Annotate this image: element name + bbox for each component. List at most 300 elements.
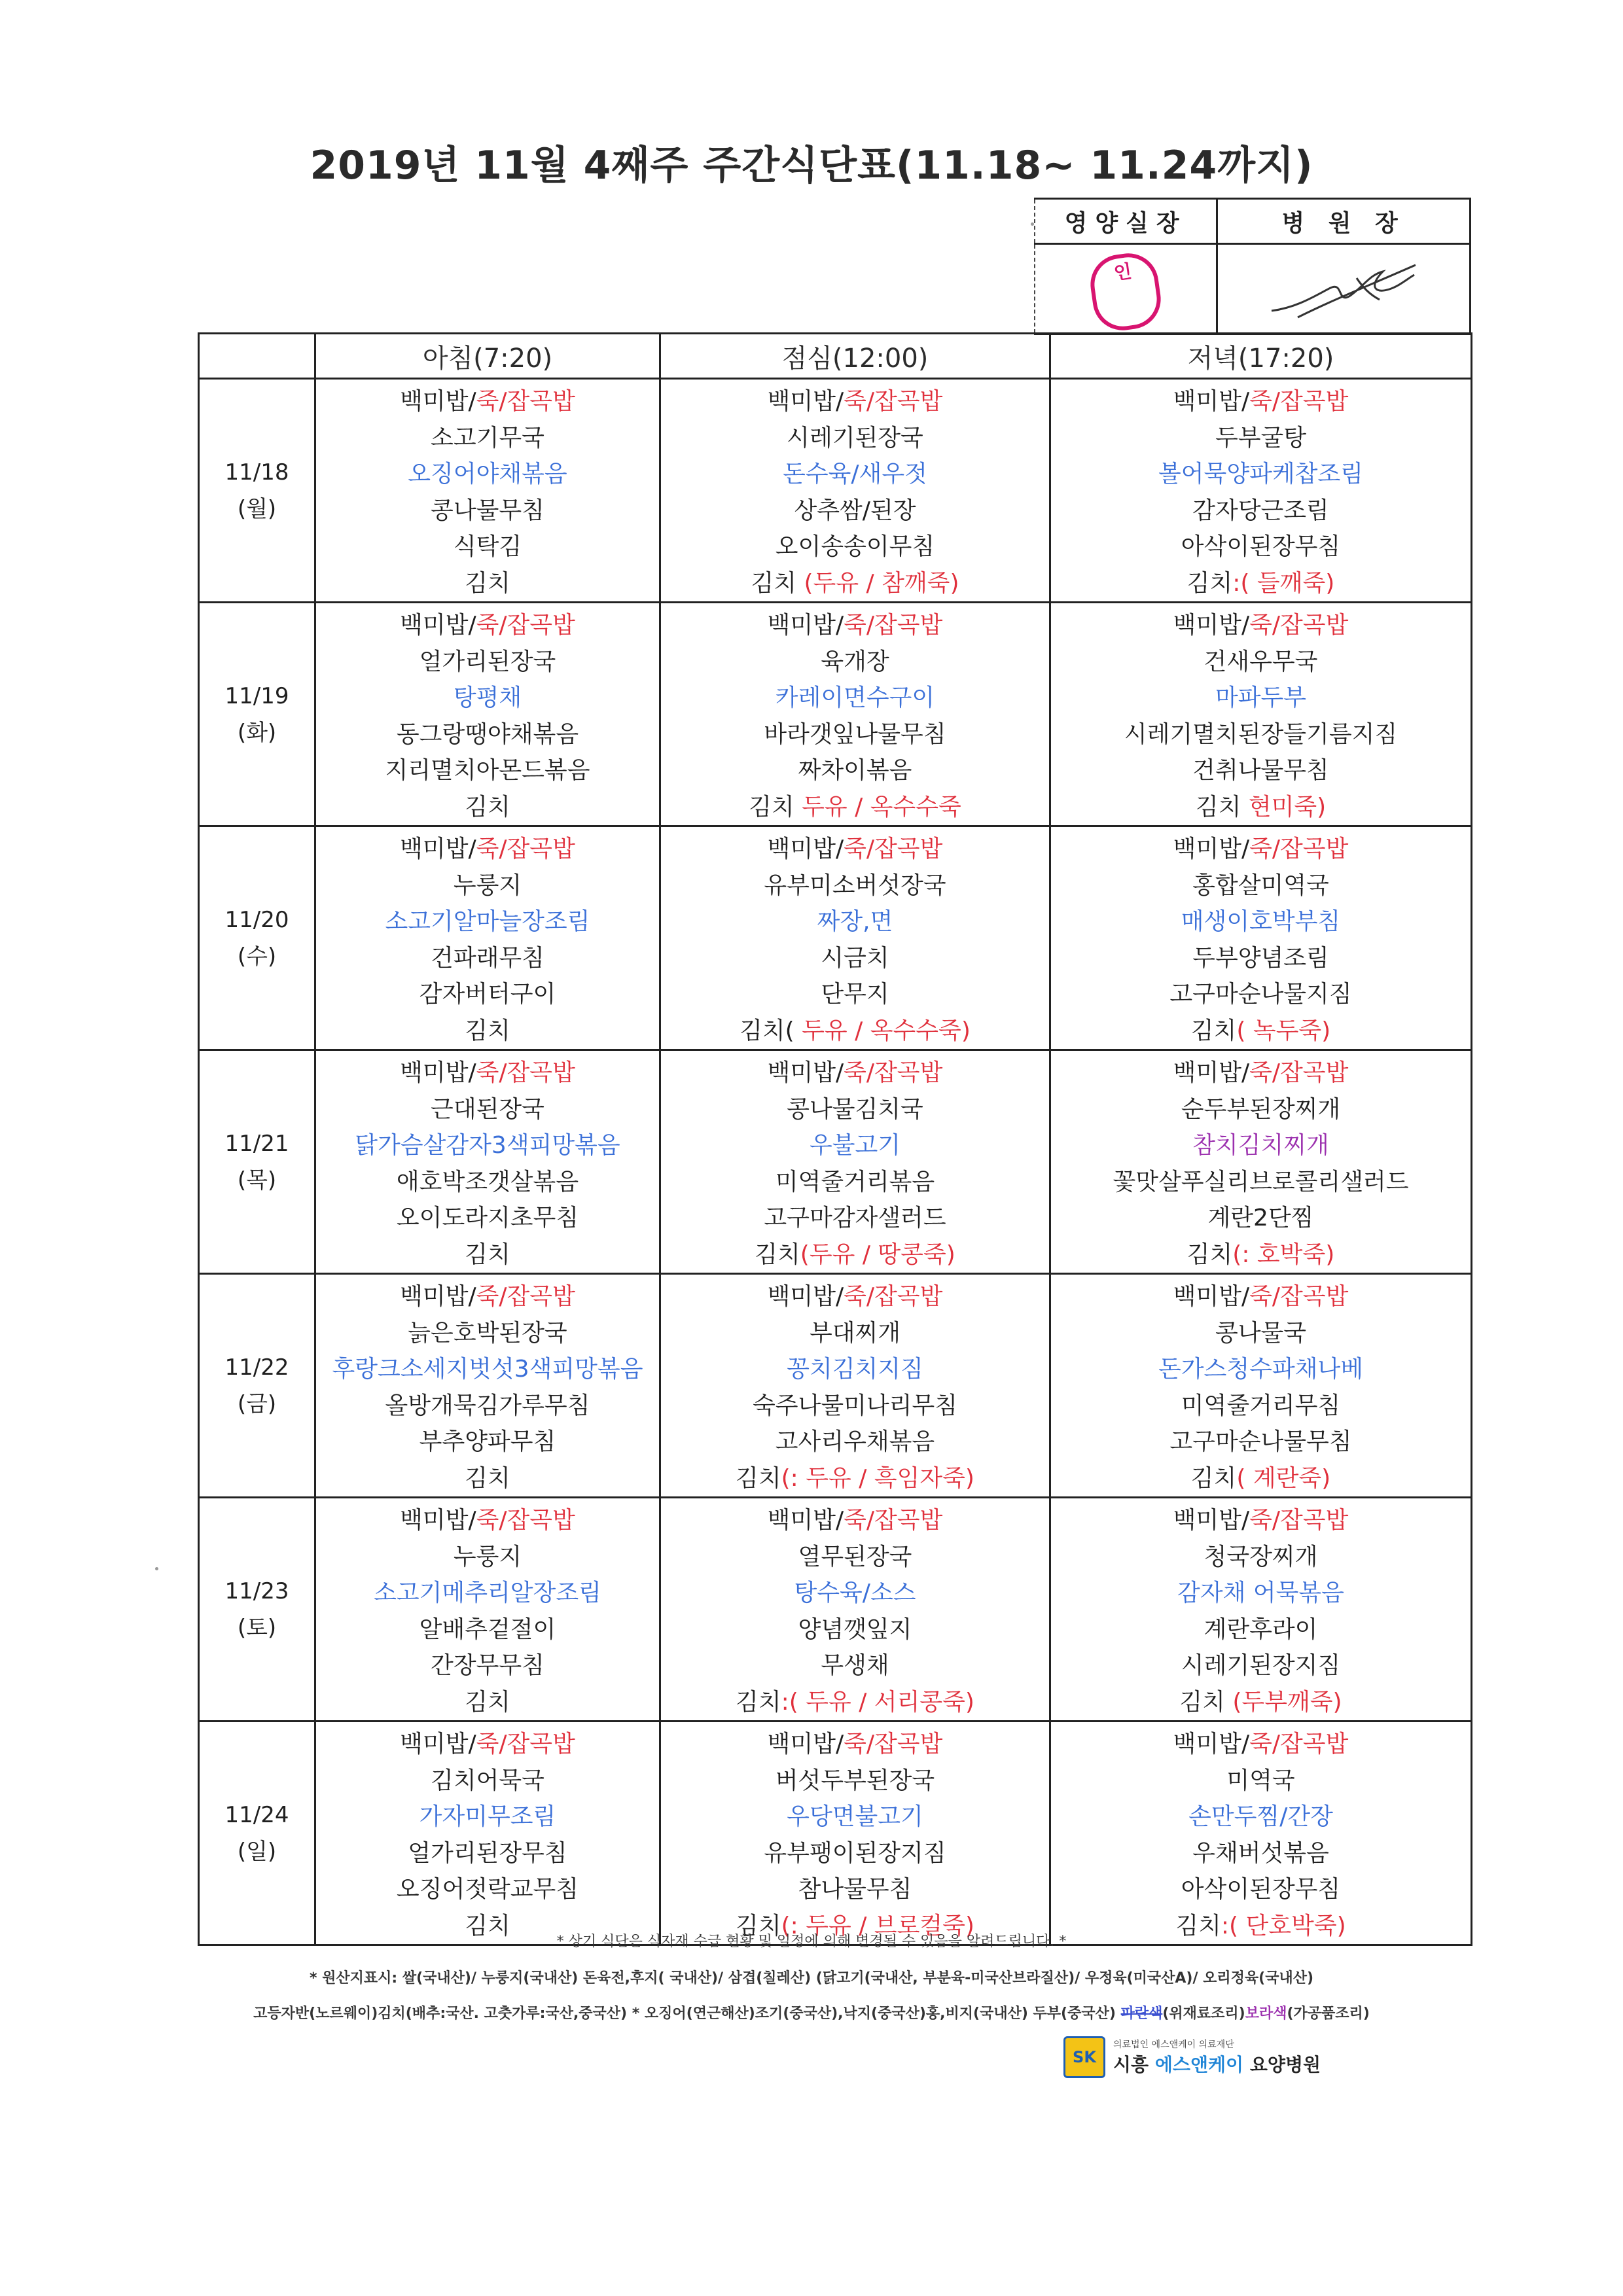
- dinner-items: [1051, 827, 1471, 1049]
- menu-item-text: 김치: [1190, 1017, 1237, 1044]
- menu-item: [316, 904, 659, 940]
- menu-item: [1051, 680, 1471, 716]
- menu-item-text: 백미밥/: [1173, 1059, 1250, 1086]
- menu-item: [316, 607, 659, 644]
- menu-item-text: 올방개묵김가루무침: [385, 1392, 590, 1419]
- day-cell: [199, 1722, 315, 1945]
- menu-item: [661, 1164, 1049, 1201]
- menu-item-text: 백미밥/: [400, 1507, 476, 1534]
- menu-item: [1051, 1648, 1471, 1684]
- menu-item-text: 무생채: [821, 1652, 889, 1679]
- breakfast-cell: [315, 603, 660, 826]
- menu-item-text: 김치: [465, 1241, 510, 1268]
- menu-item: [661, 1648, 1049, 1684]
- menu-item-text: 김치: [1175, 1912, 1221, 1939]
- day-row: [199, 1050, 1472, 1274]
- menu-item-text: 돈가스청수파채나베: [1158, 1356, 1363, 1383]
- menu-item-text: 현미죽): [1248, 793, 1327, 821]
- menu-item: [661, 1315, 1049, 1352]
- day-weekday: (수): [237, 943, 277, 970]
- breakfast-cell: [315, 826, 660, 1050]
- menu-item: [316, 789, 659, 826]
- menu-item-text: 죽/잡곡밥: [844, 1507, 943, 1534]
- menu-item-text: 소고기메추리알장조림: [374, 1580, 601, 1606]
- menu-item: [661, 1055, 1049, 1091]
- logo-name-rest: 요양병원: [1249, 2054, 1321, 2075]
- origin-label-line-2: [170, 2002, 1453, 2022]
- menu-item-text: 김치: [1195, 793, 1249, 821]
- menu-item-text: 콩나물김치국: [787, 1095, 923, 1123]
- menu-item: [1051, 383, 1471, 420]
- menu-item: [661, 607, 1049, 644]
- menu-item-text: 두부양념조림: [1192, 944, 1329, 972]
- menu-item-text: 육개장: [821, 648, 889, 675]
- day-weekday: (금): [237, 1390, 277, 1417]
- day-date: 11/18: [224, 459, 289, 486]
- lunch-items: [661, 1051, 1049, 1273]
- menu-item: [661, 1237, 1049, 1273]
- menu-item: [1051, 1539, 1471, 1576]
- menu-item: [661, 1871, 1049, 1908]
- menu-item-text: 시레기된장지짐: [1181, 1652, 1341, 1679]
- menu-item-text: (: 두유 / 브로컬죽): [781, 1912, 974, 1939]
- menu-item: [1051, 1424, 1471, 1460]
- menu-item: [1051, 420, 1471, 457]
- corner-cell: [199, 334, 315, 379]
- lunch-items: [661, 603, 1049, 825]
- signature-image: [1258, 249, 1429, 327]
- menu-item: [661, 1726, 1049, 1763]
- menu-item: [1051, 1575, 1471, 1612]
- menu-item: [661, 1612, 1049, 1648]
- menu-item-text: 고구마순나물무침: [1169, 1428, 1352, 1455]
- day-cell: [199, 1498, 315, 1722]
- menu-item: [1051, 1055, 1471, 1091]
- menu-item-text: 죽/잡곡밥: [476, 1507, 575, 1534]
- menu-item: [661, 752, 1049, 789]
- day-row: [199, 826, 1472, 1050]
- lunch-cell: [660, 1722, 1050, 1945]
- change-notice: * 상기 식단은 식자재 수급 현황 및 일정에 의해 변경될 수 있음을 알려드립니다. *: [556, 1934, 1067, 1950]
- menu-item-text: 짜장,면: [817, 908, 893, 935]
- menu-item: [661, 1684, 1049, 1721]
- menu-item-text: ( 녹두죽): [1236, 1017, 1331, 1044]
- page-title: 2019년 11월 4째주 주간식단표(11.18~ 11.24까지): [310, 143, 1313, 188]
- menu-item: [316, 456, 659, 493]
- day-row: [199, 1722, 1472, 1945]
- menu-item: [316, 1200, 659, 1237]
- menu-item: [661, 493, 1049, 529]
- menu-item-text: 김치: [751, 569, 804, 597]
- lunch-items: [661, 827, 1049, 1049]
- menu-item-text: 김치: [736, 1688, 781, 1716]
- dinner-items: [1051, 380, 1471, 601]
- day-cell: [199, 826, 315, 1050]
- menu-item-text: 김치: [465, 569, 510, 597]
- menu-item-text: 아삭이된장무침: [1181, 1876, 1341, 1903]
- menu-item-text: 마파두부: [1215, 684, 1307, 711]
- menu-item: [661, 456, 1049, 493]
- menu-item-text: 홍합살미역국: [1192, 872, 1329, 899]
- menu-item-text: 두유 / 옥수수죽): [802, 1017, 971, 1044]
- menu-item-text: 오이도라지초무침: [396, 1205, 579, 1231]
- day-cell: [199, 603, 315, 826]
- dinner-cell: [1050, 1722, 1472, 1945]
- menu-item: [316, 529, 659, 565]
- header-dinner: 저녁(17:20): [1050, 334, 1472, 379]
- menu-item-text: 청국장찌개: [1204, 1543, 1318, 1570]
- menu-item-text: 백미밥/: [400, 388, 476, 415]
- menu-item-text: 계란2단찜: [1207, 1205, 1314, 1231]
- menu-item-text: 김치(: [740, 1017, 802, 1044]
- menu-item-text: 감자당근조림: [1192, 497, 1329, 524]
- logo-name-accent: 에스앤케이: [1154, 2054, 1244, 2075]
- menu-item-text: 누룽지: [453, 1543, 522, 1570]
- origin-label-line-1: * 원산지표시: 쌀(국내산)/ 누룽지(국내산) 돈육전,후지( 국내산)/ 삼겹(칠레산) (닭고기(국내산, 부분육-미국산브라질산)/ 우정육(미국산A)/ 오리정육(국내산): [309, 1970, 1314, 1987]
- menu-item: [316, 565, 659, 602]
- lunch-cell: [660, 1274, 1050, 1498]
- breakfast-items: [316, 1498, 659, 1720]
- menu-item-text: 백미밥/: [767, 1731, 844, 1757]
- menu-item: [661, 529, 1049, 565]
- day-weekday: (토): [237, 1614, 277, 1641]
- day-weekday: (월): [237, 495, 277, 522]
- menu-item-text: 백미밥/: [400, 836, 476, 862]
- dinner-items: [1051, 1051, 1471, 1273]
- lunch-cell: [660, 379, 1050, 603]
- menu-item-text: 얼가리된장국: [419, 648, 556, 675]
- menu-item-text: 시레기된장국: [787, 424, 923, 451]
- menu-item-text: 참치김치찌개: [1192, 1132, 1329, 1159]
- menu-item: [1051, 1388, 1471, 1424]
- scan-speck: [1031, 222, 1034, 226]
- menu-item: [661, 1799, 1049, 1835]
- menu-item: [316, 1612, 659, 1648]
- menu-item-text: 김치: [465, 1464, 510, 1492]
- menu-item: [316, 680, 659, 716]
- menu-item-text: 죽/잡곡밥: [844, 388, 943, 415]
- menu-item: [1051, 456, 1471, 493]
- menu-item-text: 콩나물국: [1215, 1319, 1307, 1347]
- menu-item-text: 백미밥/: [767, 388, 844, 415]
- menu-item: [316, 1575, 659, 1612]
- menu-item: [316, 420, 659, 457]
- menu-item-text: 죽/잡곡밥: [844, 1731, 943, 1757]
- menu-item: [1051, 1237, 1471, 1273]
- menu-item: [661, 976, 1049, 1013]
- menu-item-text: 얼가리된장무침: [408, 1839, 567, 1867]
- menu-item: [316, 1237, 659, 1273]
- approval-nutrition-manager-sign: [1035, 244, 1217, 334]
- menu-item-text: 짜차이볶음: [798, 757, 912, 784]
- menu-item: [316, 1835, 659, 1872]
- dinner-cell: [1050, 379, 1472, 603]
- lunch-items: [661, 1722, 1049, 1944]
- menu-item-text: 김치: [465, 1912, 510, 1939]
- approval-nutrition-manager-label: 영양실장: [1035, 199, 1217, 244]
- menu-item: [316, 1726, 659, 1763]
- menu-item-text: 참나물무침: [798, 1876, 912, 1903]
- menu-item: [316, 1502, 659, 1539]
- menu-item-text: 아삭이된장무침: [1181, 533, 1341, 560]
- header-breakfast: 아침(7:20): [315, 334, 660, 379]
- day-date: 11/19: [224, 682, 289, 709]
- menu-item-text: 소고기무국: [431, 424, 544, 451]
- origin-text-b: (위재료조리): [1162, 2005, 1245, 2022]
- menu-item: [661, 1127, 1049, 1164]
- menu-item-text: 죽/잡곡밥: [844, 836, 943, 862]
- menu-item-text: 꽃맛살푸실리브로콜리샐러드: [1113, 1168, 1409, 1195]
- menu-item-text: 볼어묵양파케찹조림: [1158, 461, 1363, 487]
- menu-item: [1051, 1013, 1471, 1050]
- menu-item-text: 부대찌개: [809, 1319, 901, 1347]
- legend-purple-label: 보라색: [1245, 2005, 1287, 2022]
- origin-text-a: 고등자반(노르웨이)김치(배추:국산. 고춧가루:국산,중국산) * 오징어(연근해산)조기(중국산),낙지(중국산)홍,비지(국내산) 두부(중국산): [253, 2005, 1121, 2022]
- menu-item-text: 죽/잡곡밥: [476, 1283, 575, 1310]
- menu-item: [316, 831, 659, 868]
- approval-director-label: 병 원 장: [1217, 199, 1471, 244]
- menu-item: [1051, 1315, 1471, 1352]
- menu-item: [316, 1127, 659, 1164]
- menu-item: [1051, 607, 1471, 644]
- dinner-items: [1051, 603, 1471, 825]
- menu-item-text: 죽/잡곡밥: [476, 612, 575, 639]
- menu-item: [1051, 904, 1471, 940]
- menu-item-text: 고구마감자샐러드: [764, 1205, 946, 1231]
- menu-item-text: 김치: [465, 793, 510, 821]
- menu-item: [316, 1164, 659, 1201]
- menu-item-text: 죽/잡곡밥: [844, 612, 943, 639]
- menu-item: [1051, 789, 1471, 826]
- menu-item-text: 콩나물무침: [431, 497, 544, 524]
- day-date: 11/21: [224, 1130, 289, 1157]
- menu-item-text: 애호박조갯살볶음: [396, 1168, 579, 1195]
- menu-item-text: 꽁치김치지짐: [787, 1356, 923, 1383]
- menu-item: [316, 1799, 659, 1835]
- menu-item-text: 김치: [1186, 569, 1233, 597]
- menu-item: [661, 1424, 1049, 1460]
- menu-item: [316, 1279, 659, 1315]
- menu-item-text: 바라갯잎나물무침: [764, 720, 946, 748]
- menu-item: [661, 868, 1049, 904]
- menu-item-text: 백미밥/: [767, 1283, 844, 1310]
- dinner-cell: [1050, 826, 1472, 1050]
- menu-item: [316, 1091, 659, 1128]
- menu-item: [316, 976, 659, 1013]
- menu-item: [661, 1502, 1049, 1539]
- menu-item-text: 백미밥/: [1173, 1507, 1250, 1534]
- breakfast-cell: [315, 1722, 660, 1945]
- weekly-menu-table: [198, 332, 1472, 1946]
- day-cell: [199, 1050, 315, 1274]
- day-cell: [199, 1274, 315, 1498]
- menu-item: [661, 831, 1049, 868]
- menu-item-text: 죽/잡곡밥: [844, 1059, 943, 1086]
- dinner-cell: [1050, 1498, 1472, 1722]
- menu-item: [316, 752, 659, 789]
- menu-item-text: (두유 / 참깨죽): [804, 569, 959, 597]
- menu-item-text: 늙은호박된장국: [408, 1319, 567, 1347]
- menu-item: [661, 1200, 1049, 1237]
- menu-item-text: 고사리우채볶음: [775, 1428, 935, 1455]
- menu-item: [316, 493, 659, 529]
- menu-item-text: 백미밥/: [767, 836, 844, 862]
- menu-item-text: 미역국: [1226, 1767, 1295, 1794]
- menu-item: [661, 565, 1049, 602]
- dinner-items: [1051, 1498, 1471, 1720]
- menu-item-text: 백미밥/: [767, 612, 844, 639]
- menu-item-text: 감자채 어묵볶음: [1177, 1580, 1344, 1606]
- menu-item: [661, 644, 1049, 680]
- dinner-cell: [1050, 1050, 1472, 1274]
- logo-city: 시흥: [1113, 2054, 1149, 2075]
- menu-item-text: 소고기알마늘장조림: [385, 908, 590, 935]
- menu-item-text: 열무된장국: [798, 1543, 912, 1570]
- menu-item: [661, 1460, 1049, 1497]
- breakfast-cell: [315, 379, 660, 603]
- menu-item: [316, 868, 659, 904]
- menu-item-text: 돈수육/새우젓: [783, 461, 927, 487]
- menu-item-text: 숙주나물미나리무침: [753, 1392, 957, 1419]
- menu-item: [316, 1315, 659, 1352]
- day-row: [199, 1274, 1472, 1498]
- menu-item: [1051, 940, 1471, 977]
- menu-item: [661, 1091, 1049, 1128]
- menu-item-text: 백미밥/: [1173, 612, 1250, 639]
- menu-item: [1051, 1164, 1471, 1201]
- menu-item: [1051, 1612, 1471, 1648]
- menu-item: [1051, 1726, 1471, 1763]
- menu-item: [1051, 1460, 1471, 1497]
- menu-item-text: 백미밥/: [767, 1059, 844, 1086]
- menu-item-text: 건새우무국: [1204, 648, 1318, 675]
- approval-director-sign: [1217, 244, 1471, 334]
- menu-item: [1051, 1502, 1471, 1539]
- menu-item-text: 김치: [1186, 1241, 1233, 1268]
- logo-subtitle: 의료법인 에스앤케이 의료재단: [1113, 2040, 1234, 2050]
- logo-name: [1113, 2051, 1321, 2077]
- breakfast-cell: [315, 1050, 660, 1274]
- menu-item-text: 순두부된장찌개: [1181, 1095, 1341, 1123]
- menu-item: [1051, 1127, 1471, 1164]
- breakfast-cell: [315, 1274, 660, 1498]
- menu-item: [661, 1539, 1049, 1576]
- day-row: [199, 1498, 1472, 1722]
- menu-item-text: 김치: [1190, 1464, 1237, 1492]
- menu-item: [661, 1575, 1049, 1612]
- approval-box: [1034, 198, 1471, 335]
- menu-item-text: 우불고기: [809, 1132, 901, 1159]
- menu-item-text: (: 호박죽): [1232, 1241, 1335, 1268]
- menu-item: [661, 383, 1049, 420]
- menu-item-text: 백미밥/: [1173, 836, 1250, 862]
- menu-item: [316, 1684, 659, 1721]
- menu-item-text: 손만두찜/간장: [1188, 1803, 1333, 1830]
- lunch-cell: [660, 603, 1050, 826]
- logo-text: [1113, 2038, 1321, 2077]
- logo-mark-icon: SK: [1063, 2036, 1105, 2078]
- menu-item: [316, 1388, 659, 1424]
- menu-item: [316, 1763, 659, 1799]
- menu-item-text: 탕평채: [453, 684, 522, 711]
- menu-item-text: 죽/잡곡밥: [1249, 836, 1349, 862]
- menu-item: [661, 940, 1049, 977]
- menu-header-row: [199, 334, 1472, 379]
- breakfast-items: [316, 1275, 659, 1496]
- menu-item-text: 김치: [755, 1241, 800, 1268]
- menu-item: [1051, 1799, 1471, 1835]
- menu-item: [1051, 1835, 1471, 1872]
- menu-item-text: :( 단호박죽): [1221, 1912, 1346, 1939]
- menu-item-text: 시금치: [821, 944, 889, 972]
- menu-item-text: 김치어묵국: [431, 1767, 544, 1794]
- menu-item-text: 죽/잡곡밥: [476, 1059, 575, 1086]
- menu-item-text: 우당면불고기: [787, 1803, 923, 1830]
- menu-item-text: 알배추겉절이: [419, 1616, 556, 1643]
- dinner-items: [1051, 1722, 1471, 1944]
- seal-stamp: 인: [1087, 249, 1165, 334]
- scan-speck: [155, 1567, 158, 1570]
- menu-item: [1051, 1351, 1471, 1388]
- lunch-cell: [660, 826, 1050, 1050]
- menu-item-text: 백미밥/: [400, 1283, 476, 1310]
- menu-item-text: 매생이호박부침: [1181, 908, 1341, 935]
- menu-item: [661, 904, 1049, 940]
- lunch-cell: [660, 1498, 1050, 1722]
- menu-item-text: 죽/잡곡밥: [1249, 388, 1349, 415]
- day-row: [199, 379, 1472, 603]
- day-date: 11/24: [224, 1801, 289, 1828]
- menu-item-text: 건파래무침: [431, 944, 544, 972]
- menu-item-text: 죽/잡곡밥: [1249, 1507, 1349, 1534]
- breakfast-cell: [315, 1498, 660, 1722]
- menu-item: [1051, 1091, 1471, 1128]
- menu-item-text: 백미밥/: [400, 1059, 476, 1086]
- origin-text-c: (가공품조리): [1287, 2005, 1370, 2022]
- menu-item-text: 지리멸치아몬드볶음: [385, 757, 590, 784]
- menu-item: [1051, 529, 1471, 565]
- menu-item-text: 건취나물무침: [1192, 757, 1329, 784]
- menu-item-text: 유부팽이된장지짐: [764, 1839, 946, 1867]
- menu-item-text: 누룽지: [453, 872, 522, 899]
- menu-item-text: 두부굴탕: [1215, 424, 1307, 451]
- menu-item-text: 죽/잡곡밥: [844, 1283, 943, 1310]
- menu-item-text: 죽/잡곡밥: [1249, 1059, 1349, 1086]
- menu-item-text: 근대된장국: [431, 1095, 544, 1123]
- menu-body: [199, 379, 1472, 1945]
- menu-item: [1051, 1279, 1471, 1315]
- menu-item-text: 죽/잡곡밥: [476, 1731, 575, 1757]
- menu-item-text: 미역줄거리무침: [1181, 1392, 1341, 1419]
- menu-item-text: (: 두유 / 흑임자죽): [781, 1464, 974, 1492]
- day-weekday: (화): [237, 719, 277, 746]
- menu-item-text: 부추양파무침: [419, 1428, 556, 1455]
- day-cell: [199, 379, 315, 603]
- day-weekday: (일): [237, 1838, 277, 1865]
- menu-item-text: 김치: [736, 1912, 781, 1939]
- menu-item: [661, 1013, 1049, 1050]
- menu-item-text: ( 계란죽): [1236, 1464, 1331, 1492]
- menu-item-text: 탕수육/소스: [794, 1580, 916, 1606]
- menu-item: [1051, 976, 1471, 1013]
- menu-item: [316, 383, 659, 420]
- menu-item-text: 미역줄거리볶음: [775, 1168, 935, 1195]
- menu-item: [1051, 565, 1471, 602]
- menu-item: [1051, 1871, 1471, 1908]
- menu-item-text: 간장무무침: [431, 1652, 544, 1679]
- lunch-items: [661, 1498, 1049, 1720]
- menu-item-text: 우채버섯볶음: [1192, 1839, 1329, 1867]
